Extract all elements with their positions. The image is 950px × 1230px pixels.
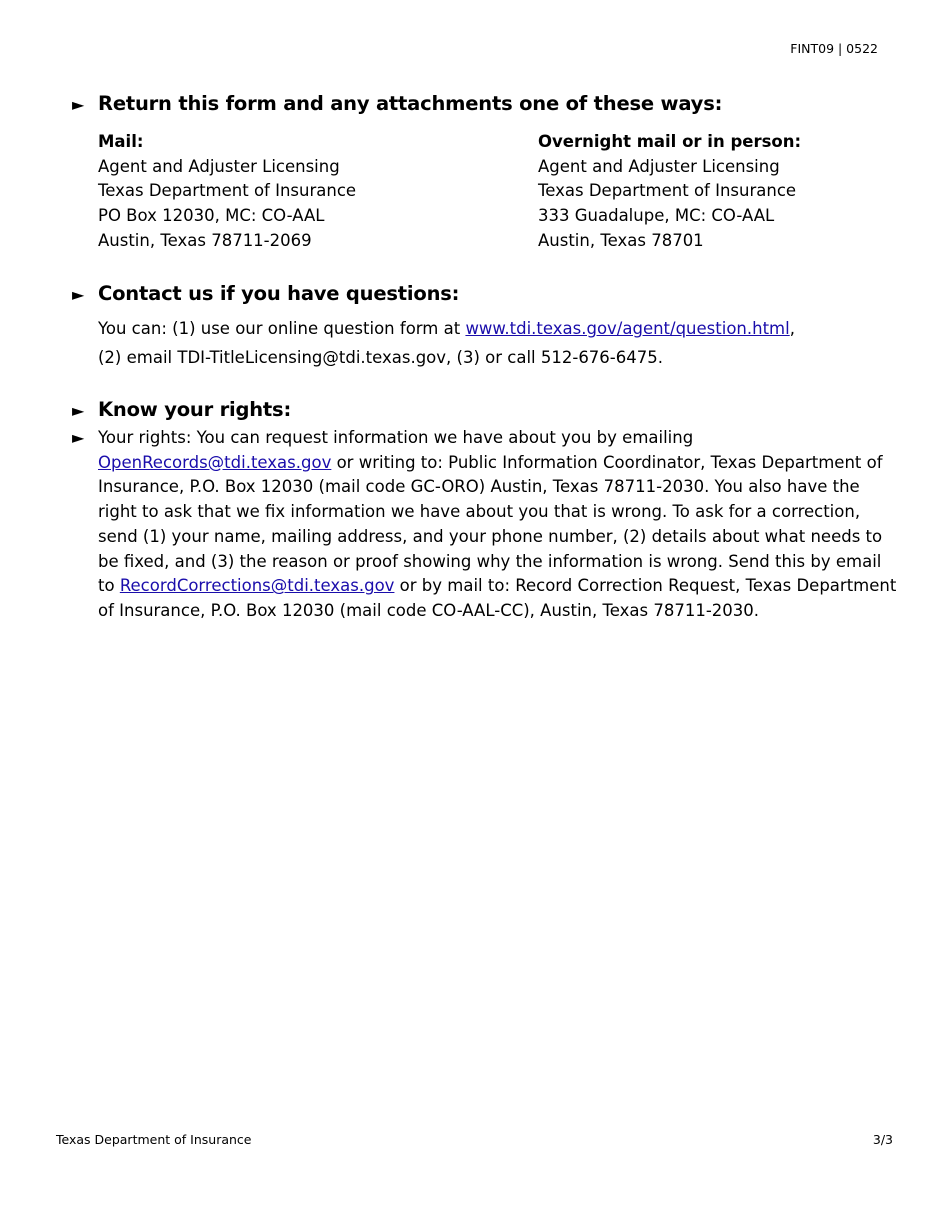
contact-line-2: (2) email TDI-TitleLicensing@tdi.texas.gov, (3) or call 512-676-6475. [98,348,663,367]
rights-heading-row [72,398,291,421]
mail-line: Austin, Texas 78711-2069 [98,230,312,250]
rights-heading: Know your rights: [98,398,292,421]
rights-text-part3: or by mail to: Record Correction Request, Texas Department of Insurance, P.O. Box 12030 (mail code CO-AAL-CC), Austin, Texas 78711-2030. [98,576,897,620]
contact-text-after-link: , [789,319,795,338]
mail-line: PO Box 12030, MC: CO-AAL [98,206,325,226]
overnight-title: Overnight mail or in person: [538,132,802,151]
mail-title: Mail: [98,132,144,151]
contact-heading-row [72,282,459,305]
rights-text-part2: or writing to: Public Information Coordinator, Texas Department of Insurance, P.O. Box 12030 (mail code GC-ORO) Austin, Texas 78711-2030. You also have the right to ask that we fix information we have about you that is wrong. To ask for a correction, send (1) your name, mailing address, and your phone number, (2) details about what needs to be fixed, and (3) the reason or proof showing why the information is wrong. Send this by email to [98,452,883,596]
right-pointer-icon: ► [72,95,85,114]
overnight-line: 333 Guadalupe, MC: CO-AAL [538,206,775,226]
contact-text [98,314,898,372]
footer-page-number: 3/3 [872,1132,893,1147]
record-corrections-email-link[interactable]: RecordCorrections@tdi.texas.gov [119,576,395,596]
right-pointer-icon: ► [72,285,85,304]
mail-line: Agent and Adjuster Licensing [98,156,340,176]
mail-line: Texas Department of Insurance [98,181,357,201]
right-pointer-icon: ► [72,428,85,447]
overnight-line: Agent and Adjuster Licensing [538,156,780,176]
footer-agency: Texas Department of Insurance [56,1132,252,1147]
right-pointer-icon: ► [72,401,85,420]
question-form-link[interactable]: www.tdi.texas.gov/agent/question.html [465,319,790,338]
return-heading-row [72,92,722,115]
contact-line-1 [98,314,898,343]
form-code: FINT09 | 0522 [790,41,878,56]
contact-text-before-link: You can: (1) use our online question form at [98,319,466,338]
open-records-email-link[interactable]: OpenRecords@tdi.texas.gov [98,452,332,472]
contact-heading: Contact us if you have questions: [98,282,460,305]
overnight-line: Austin, Texas 78701 [538,230,704,250]
mail-address-block [98,130,498,254]
rights-text-part1: Your rights: You can request information we have about you by emailing [98,428,694,447]
rights-paragraph [98,426,903,624]
overnight-line: Texas Department of Insurance [538,181,797,201]
return-heading: Return this form and any attachments one of these ways: [98,92,723,115]
overnight-address-block [538,130,938,254]
